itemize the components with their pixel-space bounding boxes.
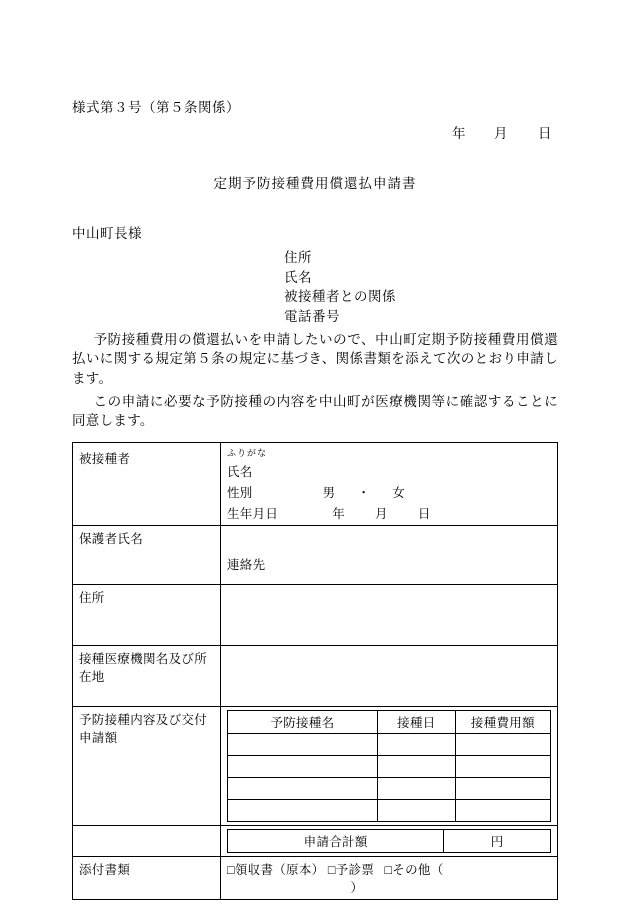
recipient-value-cell[interactable]	[221, 443, 558, 526]
header-vaccine-fee: 接種費用額	[455, 711, 550, 734]
recipient-sex-label: 性別	[227, 486, 253, 501]
table-row[interactable]	[228, 778, 551, 800]
date-month-label: 月	[494, 126, 508, 141]
table-row[interactable]	[228, 734, 551, 756]
cell-vaccine-fee[interactable]	[455, 734, 550, 756]
table-row[interactable]	[228, 756, 551, 778]
page-title: 定期予防接種費用償還払申請書	[213, 176, 417, 191]
checkbox-other-close: ）	[350, 881, 364, 896]
total-row	[228, 830, 551, 853]
applicant-fields	[72, 248, 558, 326]
applicant-phone-label: 電話番号	[284, 308, 340, 324]
vaccination-label-cell	[73, 707, 221, 826]
guardian-contact-label: 連絡先	[227, 558, 266, 573]
recipient-label-cell	[73, 443, 221, 526]
guardian-value-cell[interactable]	[221, 526, 558, 585]
recipient-label: 被接種者	[79, 452, 131, 467]
dob-day-label: 日	[417, 507, 431, 522]
vaccination-label: 予防接種内容及び交付申請額	[79, 713, 208, 746]
cell-vaccine-name[interactable]	[228, 800, 378, 822]
header-vaccine-date: 接種日	[377, 711, 455, 734]
attachments-label: 添付書類	[79, 863, 131, 878]
cell-vaccine-date[interactable]	[377, 778, 455, 800]
date-line	[72, 122, 558, 142]
attachments-label-cell	[73, 857, 221, 900]
paragraph-request: 予防接種費用の償還払いを申請したいので、中山町定期予防接種費用償還払いに関する規定第５条の規定に基づき、関係書類を添えて次のとおり申請します。	[72, 332, 558, 386]
recipient-dob-row	[227, 504, 551, 522]
dob-year-label: 年	[332, 507, 346, 522]
table-row[interactable]	[228, 800, 551, 822]
institution-value-cell[interactable]	[221, 646, 558, 707]
total-value-cell	[221, 826, 558, 857]
furigana-label: ふりがな	[227, 448, 268, 459]
address-label: 住所	[79, 591, 105, 606]
form-number: 様式第３号（第５条関係）	[72, 100, 240, 115]
applicant-relation-label: 被接種者との関係	[284, 289, 396, 305]
cell-vaccine-date[interactable]	[377, 756, 455, 778]
checkbox-questionnaire[interactable]: □予診票	[327, 863, 375, 878]
vaccination-value-cell	[221, 707, 558, 826]
addressee: 中山町長様	[72, 226, 142, 241]
recipient-sex-row	[227, 483, 551, 501]
cell-vaccine-date[interactable]	[377, 800, 455, 822]
application-table	[72, 442, 558, 900]
table-row-address	[73, 585, 558, 646]
cell-vaccine-date[interactable]	[377, 734, 455, 756]
table-row-total	[73, 826, 558, 857]
paragraph-consent: この申請に必要な予防接種の内容を中山町が医療機関等に確認することに同意します。	[72, 393, 558, 428]
dob-month-label: 月	[375, 507, 388, 522]
total-inner-table	[227, 829, 551, 853]
vaccination-header-row	[228, 711, 551, 734]
table-row-guardian	[73, 526, 558, 585]
table-row-institution	[73, 646, 558, 707]
sex-female-option[interactable]: 女	[392, 486, 406, 501]
applicant-name-label: 氏名	[284, 269, 312, 285]
attachments-value-cell	[221, 857, 558, 900]
header-vaccine-name: 予防接種名	[228, 711, 378, 734]
date-year-label: 年	[452, 126, 466, 141]
cell-vaccine-fee[interactable]	[455, 800, 550, 822]
dob-label: 生年月日	[227, 507, 279, 522]
table-row-vaccination	[73, 707, 558, 826]
vaccination-inner-table	[227, 710, 551, 822]
institution-label-cell	[73, 646, 221, 707]
sex-separator: ・	[357, 486, 371, 501]
guardian-label: 保護者氏名	[79, 532, 144, 547]
applicant-address-label: 住所	[284, 250, 312, 265]
checkbox-receipt[interactable]: □領収書（原本）	[227, 863, 325, 878]
date-day-label: 日	[538, 126, 552, 141]
cell-vaccine-fee[interactable]	[455, 778, 550, 800]
total-spacer-cell	[73, 826, 221, 857]
address-value-cell[interactable]	[221, 585, 558, 646]
recipient-name-label: 氏名	[227, 465, 253, 480]
total-amount[interactable]: 円	[444, 830, 551, 853]
institution-label: 接種医療機関名及び所在地	[79, 652, 208, 685]
guardian-label-cell	[73, 526, 221, 585]
table-row-recipient	[73, 443, 558, 526]
cell-vaccine-name[interactable]	[228, 756, 378, 778]
total-label: 申請合計額	[228, 830, 444, 853]
table-row-attachments	[73, 857, 558, 900]
sex-male-option[interactable]: 男	[322, 486, 336, 501]
cell-vaccine-name[interactable]	[228, 778, 378, 800]
checkbox-other[interactable]: □その他（	[384, 863, 444, 878]
address-label-cell	[73, 585, 221, 646]
cell-vaccine-fee[interactable]	[455, 756, 550, 778]
cell-vaccine-name[interactable]	[228, 734, 378, 756]
